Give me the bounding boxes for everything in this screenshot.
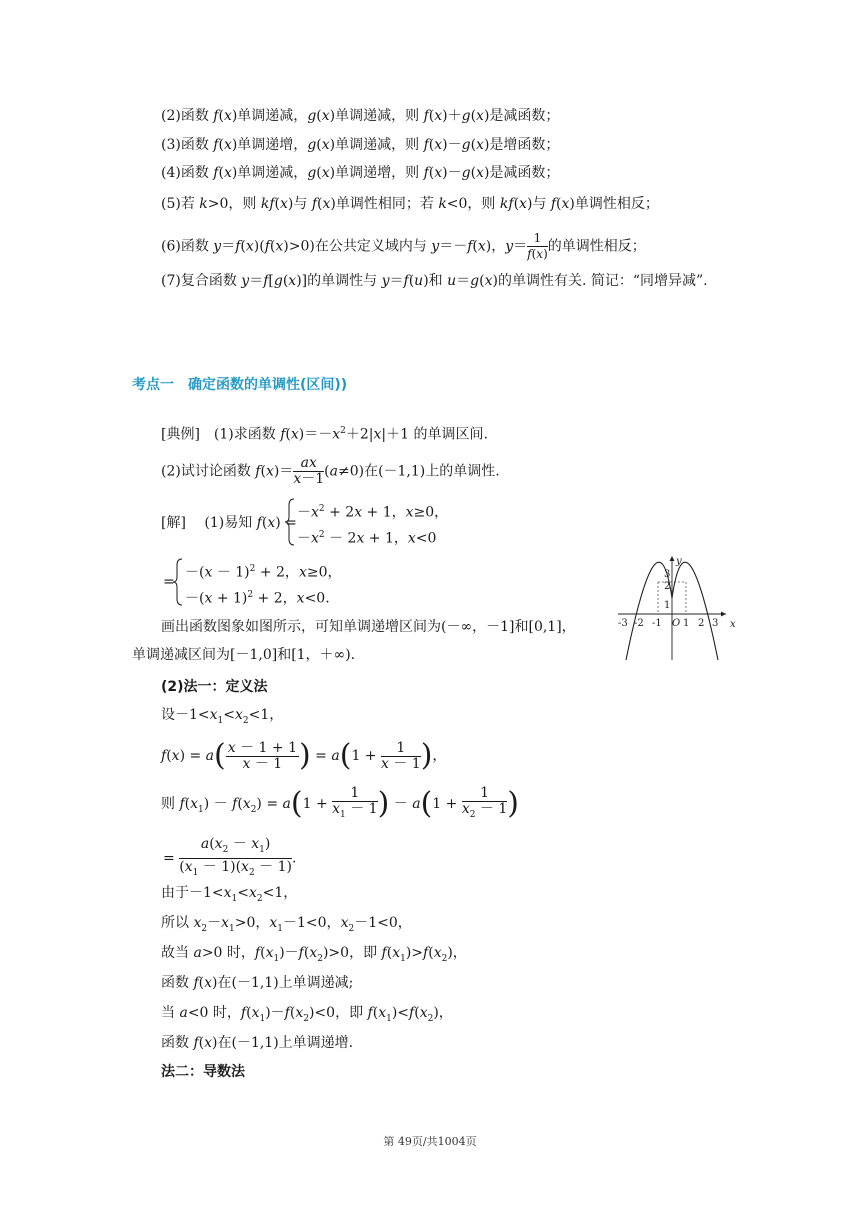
case-pos-line: 故当 a>0 时，$f(x_1)-f(x_2)>0$，即 $f(x_1)>f(x_2)$，: [161, 945, 467, 964]
method-1-heading: (2)法一：定义法: [161, 679, 268, 695]
solution-p1-intro: (1)易知 f(x) =: [204, 515, 297, 531]
rule-7: (7)复合函数 y＝f[g(x)]的单调性与 y＝f(u)和 u＝g(x)的单调性有关. 简记：“同增异减”.: [161, 273, 708, 289]
equals-sign: =: [163, 574, 175, 590]
brace-2: [172, 557, 184, 607]
graph-text-2: 单调递减区间为[－1,0]和[1，＋∞).: [132, 647, 356, 663]
case-1b: $-x^2 - 2x + 1$，x<0: [297, 530, 437, 547]
tick-x-1: -2: [634, 618, 644, 629]
rule-2: (2)函数 f(x)单调递减，g(x)单调递减，则 f(x)＋g(x)是减函数；: [161, 108, 560, 124]
tick-x-0: -3: [618, 618, 628, 629]
since-line: 由于$-1<x_1<x_2<1$，: [161, 885, 298, 904]
example-question-2: (2)试讨论函数 f(x)＝ $\frac{ax}{x-1}$ (a≠0)在(－1,1)上的单调性.: [161, 455, 500, 487]
example-question-1: [典例] (1)求函数 $f(x)=-x^2+2|x|+1$ 的单调区间.: [161, 426, 488, 443]
tick-y-1: 2: [664, 581, 671, 592]
rule-3: (3)函数 f(x)单调递增，g(x)单调递减，则 f(x)－g(x)是增函数；: [161, 137, 560, 153]
inc-line: 函数 f(x)在(－1,1)上单调递增.: [161, 1035, 354, 1051]
so-line: 所以 $x_2-x_1>0$，$x_1-1<0$，$x_2-1<0$，: [161, 915, 412, 934]
solution-label: [解]: [161, 515, 186, 531]
page-footer: 第 49页/共1004页: [383, 1135, 477, 1148]
tick-y-0: 3: [664, 569, 671, 580]
section-title: 考点一 确定函数的单调性(区间)): [132, 377, 348, 393]
rule-5: (5)若 k>0，则 kf(x)与 f(x)单调性相同；若 k<0，则 kf(x)与 f(x)单调性相反；: [161, 196, 659, 212]
function-graph: [612, 552, 736, 664]
tick-x-6: 3: [712, 618, 719, 629]
x-axis-arrow: [721, 612, 726, 617]
x-label: x: [730, 619, 736, 630]
rule-6: (6)函数 y＝f(x)(f(x)>0)在公共定义域内与 y＝－f(x)，y＝ $\frac{1}{f(x)}$ 的单调性相反；: [161, 231, 646, 261]
tick-x-2: -1: [652, 618, 662, 629]
case-2a: $-(x - 1)^2 + 2$，x≥0，: [185, 564, 342, 581]
y-label: y: [676, 556, 682, 567]
diff-line: 则 $f(x_1) - f(x_2) = a(1$ + $\frac{1}{x_1 - 1}$ ) － a(1 + $\frac{1}{x_2 - 1}$ ): [161, 784, 520, 821]
rule-4: (4)函数 f(x)单调递减，g(x)单调递增，则 f(x)－g(x)是减函数；: [161, 165, 560, 181]
y-axis-arrow: [670, 556, 675, 561]
fx-line: f(x) = a( $\frac{x - 1 + 1}{x - 1}$ ) = a(1 + $\frac{1}{x - 1}$ )，: [161, 738, 447, 773]
solution-intro: [161, 514, 297, 532]
case-neg-line: 当 a<0 时，$f(x_1)-f(x_2)<0$，即 $f(x_1)<f(x_2)$，: [161, 1005, 453, 1024]
tick-origin: O: [672, 618, 681, 629]
set-line: 设$-1<x_1<x_2<1$，: [161, 707, 284, 726]
tick-x-4: 1: [683, 618, 690, 629]
graph-text-1: 画出函数图象如图所示，可知单调递增区间为(－∞，－1]和[0,1]，: [161, 619, 576, 635]
diff2-line: = $\frac{a(x_2 - x_1)}{(x_1 - 1)(x_2 - 1)}$ .: [163, 836, 297, 878]
tick-x-5: 2: [698, 618, 705, 629]
method-2-heading: 法二：导数法: [161, 1064, 245, 1080]
case-1a: $-x^2 + 2x + 1$，x≥0，: [297, 504, 449, 521]
case-2b: $-(x + 1)^2 + 2$，x<0.: [185, 590, 330, 607]
tick-y-2: 1: [664, 600, 671, 611]
brace-1: [284, 497, 296, 547]
dec-line: 函数 f(x)在(－1,1)上单调递减;: [161, 975, 354, 991]
